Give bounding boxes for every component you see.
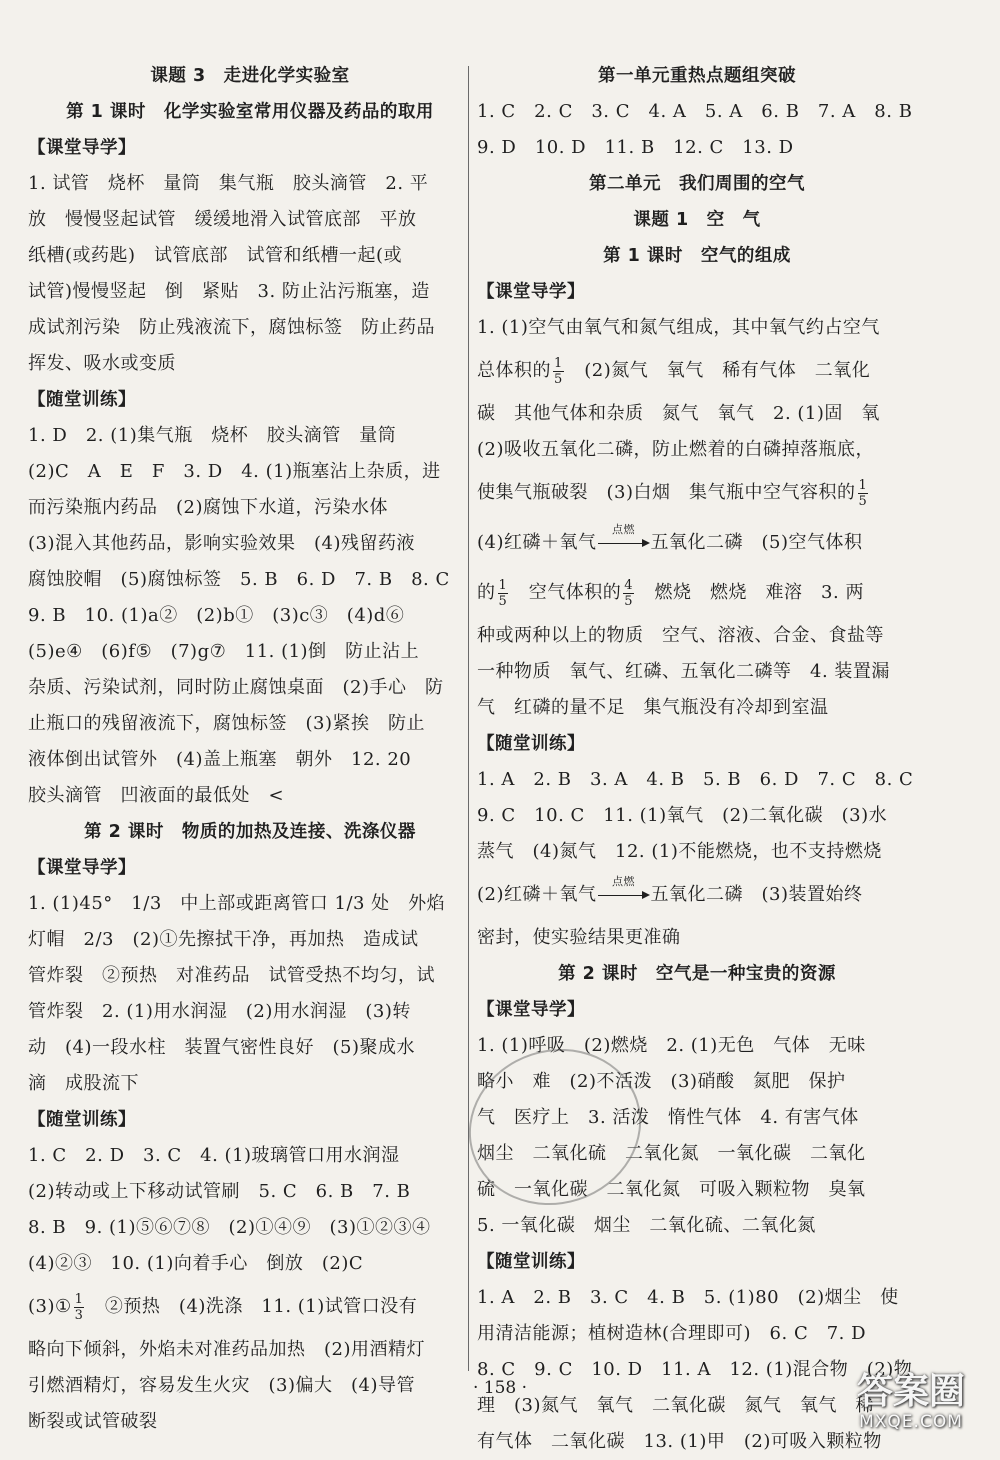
fraction-four-fifths — [623, 578, 634, 609]
answer-text: 使集气瓶破裂 (3)白烟 集气瓶中空气容积的 — [477, 482, 856, 503]
lesson-title: 课题 1 空 气 — [633, 210, 761, 230]
period-title: 第 1 课时 空气的组成 — [603, 246, 791, 266]
answer-line: 管炸裂 2. (1)用水润湿 (2)用水润湿 (3)转 — [28, 1001, 411, 1022]
answer-line: 止瓶口的残留液流下，腐蚀标签 (3)紧挨 防止 — [28, 713, 425, 734]
answer-line: 硫 一氧化碳 二氧化氮 可吸入颗粒物 臭氧 — [477, 1179, 866, 1200]
answer-line: 种或两种以上的物质 空气、溶液、合金、食盐等 — [477, 625, 884, 646]
answer-line: 1. (1)45° 1/3 中上部或距离管口 1/3 处 外焰 — [28, 893, 446, 914]
answer-line: 管炸裂 ②预热 对准药品 试管受热不均匀，试 — [28, 965, 435, 986]
period-title: 第 2 课时 空气是一种宝贵的资源 — [558, 964, 836, 984]
fraction-one-fifth — [858, 478, 869, 509]
arrow-condition: 点燃 — [612, 523, 635, 536]
answer-text: (3)① — [28, 1296, 72, 1317]
answer-line: 一种物质 氧气、红磷、五氧化二磷等 4. 装置漏 — [477, 661, 890, 682]
section-heading: 【课堂导学】 — [477, 1000, 585, 1020]
fraction-one-fifth — [553, 356, 564, 387]
fraction-numerator: 1 — [554, 355, 563, 371]
answer-line: 略小 难 (2)不活泼 (3)硝酸 氮肥 保护 — [477, 1071, 846, 1092]
answer-text: 五氧化二磷 (5)空气体积 — [650, 532, 863, 553]
answer-line: 蒸气 (4)氮气 12. (1)不能燃烧，也不支持燃烧 — [477, 841, 882, 862]
watermark-title: 答案圈 — [856, 1371, 965, 1412]
answer-line: 1. (1)呼吸 (2)燃烧 2. (1)无色 气体 无味 — [477, 1035, 866, 1056]
fraction-denominator: 5 — [554, 371, 563, 387]
fraction-numerator: 1 — [858, 477, 868, 493]
watermark-logo — [836, 1372, 986, 1436]
fraction-one-fifth — [498, 578, 509, 609]
answer-line: 5. 一氧化碳 烟尘 二氧化硫、二氧化氮 — [477, 1215, 816, 1236]
answer-line: (2)吸收五氧化二磷，防止燃着的白磷掉落瓶底， — [477, 439, 874, 460]
answer-line: 1. A 2. B 3. C 4. B 5. (1)80 (2)烟尘 使 — [477, 1287, 899, 1308]
answer-line: 1. D 2. (1)集气瓶 烧杯 胶头滴管 量筒 — [28, 425, 397, 446]
page-number: · 158 · — [472, 1378, 528, 1398]
answer-line: 9. D 10. D 11. B 12. C 13. D — [477, 137, 794, 158]
unit-review-title: 第一单元重热点题组突破 — [598, 66, 796, 86]
fraction-one-third — [74, 1292, 85, 1323]
answer-line: 放 慢慢竖起试管 缓缓地滑入试管底部 平放 — [28, 209, 417, 230]
answer-line: (2)C A E F 3. D 4. (1)瓶塞沾上杂质，进 — [28, 461, 441, 482]
fraction-denominator: 5 — [624, 593, 634, 609]
answer-line: 1. A 2. B 3. A 4. B 5. B 6. D 7. C 8. C — [477, 769, 914, 790]
lesson-title: 课题 3 走进化学实验室 — [150, 66, 350, 86]
watermark-url: MXQE.COM — [859, 1412, 963, 1432]
equation-line — [477, 870, 917, 920]
answer-line: 9. C 10. C 11. (1)氧气 (2)二氧化碳 (3)水 — [477, 805, 888, 826]
answer-line: 用清洁能源；植树造林(合理即可) 6. C 7. D — [477, 1323, 867, 1344]
answer-line: 气 红磷的量不足 集气瓶没有冷却到室温 — [477, 697, 829, 718]
answer-line: 腐蚀胶帽 (5)腐蚀标签 5. B 6. D 7. B 8. C — [28, 569, 450, 590]
arrow-condition: 点燃 — [612, 875, 635, 888]
fraction-numerator: 4 — [624, 577, 634, 593]
answer-line — [28, 1282, 472, 1332]
answer-line: 断裂或试管破裂 — [28, 1411, 158, 1432]
period-title: 第 1 课时 化学实验室常用仪器及药品的取用 — [66, 102, 434, 122]
answer-line: 烟尘 二氧化硫 二氧化氮 一氧化碳 二氧化 — [477, 1143, 866, 1164]
section-heading: 【课堂导学】 — [28, 138, 136, 158]
answer-line: 纸槽(或药匙) 试管底部 试管和纸槽一起(或 — [28, 245, 403, 266]
unit-title: 第二单元 我们周围的空气 — [589, 174, 805, 194]
answer-line: 成试剂污染 防止残液流下，腐蚀标签 防止药品 — [28, 317, 435, 338]
answer-text: ②预热 (4)洗涤 11. (1)试管口没有 — [86, 1296, 418, 1317]
answer-line — [477, 346, 917, 396]
answer-text: (4)红磷＋氧气 — [477, 532, 597, 553]
answer-line — [477, 568, 917, 618]
fraction-denominator: 5 — [858, 493, 868, 509]
answer-line: 8. C 9. C 10. D 11. A 12. (1)混合物 (2)物 — [477, 1359, 913, 1380]
answer-text: (2)氮气 氧气 稀有气体 二氧化 — [565, 360, 871, 381]
answer-line: 试管)慢慢竖起 倒 紧贴 3. 防止沾污瓶塞，造 — [28, 281, 430, 302]
answer-line: 略向下倾斜，外焰未对准药品加热 (2)用酒精灯 — [28, 1339, 425, 1360]
answer-line: 而污染瓶内药品 (2)腐蚀下水道，污染水体 — [28, 497, 388, 518]
answer-line: (4)②③ 10. (1)向着手心 倒放 (2)C — [28, 1253, 364, 1274]
fraction-denominator: 5 — [498, 593, 508, 609]
section-heading: 【随堂训练】 — [477, 1252, 585, 1272]
fraction-numerator: 1 — [74, 1291, 84, 1307]
answer-line: 引燃酒精灯，容易发生火灾 (3)偏大 (4)导管 — [28, 1375, 415, 1396]
fraction-numerator: 1 — [498, 577, 508, 593]
reaction-arrow-icon — [598, 523, 650, 550]
answer-text: 燃烧 燃烧 难溶 3. 两 — [636, 582, 864, 603]
answer-line: (3)混入其他药品，影响实验效果 (4)残留药液 — [28, 533, 415, 554]
fraction-denominator: 3 — [74, 1307, 84, 1323]
answer-line: 挥发、吸水或变质 — [28, 353, 176, 374]
answer-line: 胶头滴管 凹液面的最低处 < — [28, 785, 285, 806]
answer-line: 滴 成股流下 — [28, 1073, 139, 1094]
answer-line: 1. 试管 烧杯 量筒 集气瓶 胶头滴管 2. 平 — [28, 173, 429, 194]
answer-line: (2)转动或上下移动试管刷 5. C 6. B 7. B — [28, 1181, 411, 1202]
section-heading: 【随堂训练】 — [28, 390, 136, 410]
answer-line — [477, 468, 917, 518]
answer-line: 1. (1)空气由氧气和氮气组成，其中氧气约占空气 — [477, 317, 880, 338]
answer-text: 五氧化二磷 (3)装置始终 — [650, 884, 863, 905]
answer-text: 总体积的 — [477, 360, 551, 381]
answer-line: 灯帽 2/3 (2)①先擦拭干净，再加热 造成试 — [28, 929, 419, 950]
equation-line — [477, 518, 917, 568]
answer-line: 动 (4)一段水柱 装置气密性良好 (5)聚成水 — [28, 1037, 415, 1058]
answer-line: 气 医疗上 3. 活泼 惰性气体 4. 有害气体 — [477, 1107, 859, 1128]
answer-line: 液体倒出试管外 (4)盖上瓶塞 朝外 12. 20 — [28, 749, 412, 770]
answer-line: 密封，使实验结果更准确 — [477, 927, 681, 948]
answer-line: 杂质、污染试剂，同时防止腐蚀桌面 (2)手心 防 — [28, 677, 444, 698]
section-heading: 【随堂训练】 — [28, 1110, 136, 1130]
answer-line: 1. C 2. C 3. C 4. A 5. A 6. B 7. A 8. B — [477, 101, 913, 122]
answer-text: 的 — [477, 582, 496, 603]
answer-text: (2)红磷＋氧气 — [477, 884, 597, 905]
answer-text: 空气体积的 — [510, 582, 622, 603]
section-heading: 【随堂训练】 — [477, 734, 585, 754]
answer-line: 有气体 二氧化碳 13. (1)甲 (2)可吸入颗粒物 — [477, 1431, 882, 1452]
section-heading: 【课堂导学】 — [477, 282, 585, 302]
answer-line: 9. B 10. (1)a② (2)b① (3)c③ (4)d⑥ — [28, 605, 405, 626]
answer-line: 8. B 9. (1)⑤⑥⑦⑧ (2)①④⑨ (3)①②③④ — [28, 1217, 431, 1238]
reaction-arrow-icon — [598, 875, 650, 902]
right-column — [477, 58, 917, 1460]
answer-line: 碳 其他气体和杂质 氮气 氧气 2. (1)固 氧 — [477, 403, 880, 424]
period-title: 第 2 课时 物质的加热及连接、洗涤仪器 — [84, 822, 416, 842]
answer-line: (5)e④ (6)f⑤ (7)g⑦ 11. (1)倒 防止沾上 — [28, 641, 420, 662]
left-column — [28, 58, 472, 1440]
answer-line: 理 (3)氮气 氧气 二氧化碳 氮气 氧气 稀 — [477, 1395, 874, 1416]
answer-line: 1. C 2. D 3. C 4. (1)玻璃管口用水润湿 — [28, 1145, 400, 1166]
section-heading: 【课堂导学】 — [28, 858, 136, 878]
